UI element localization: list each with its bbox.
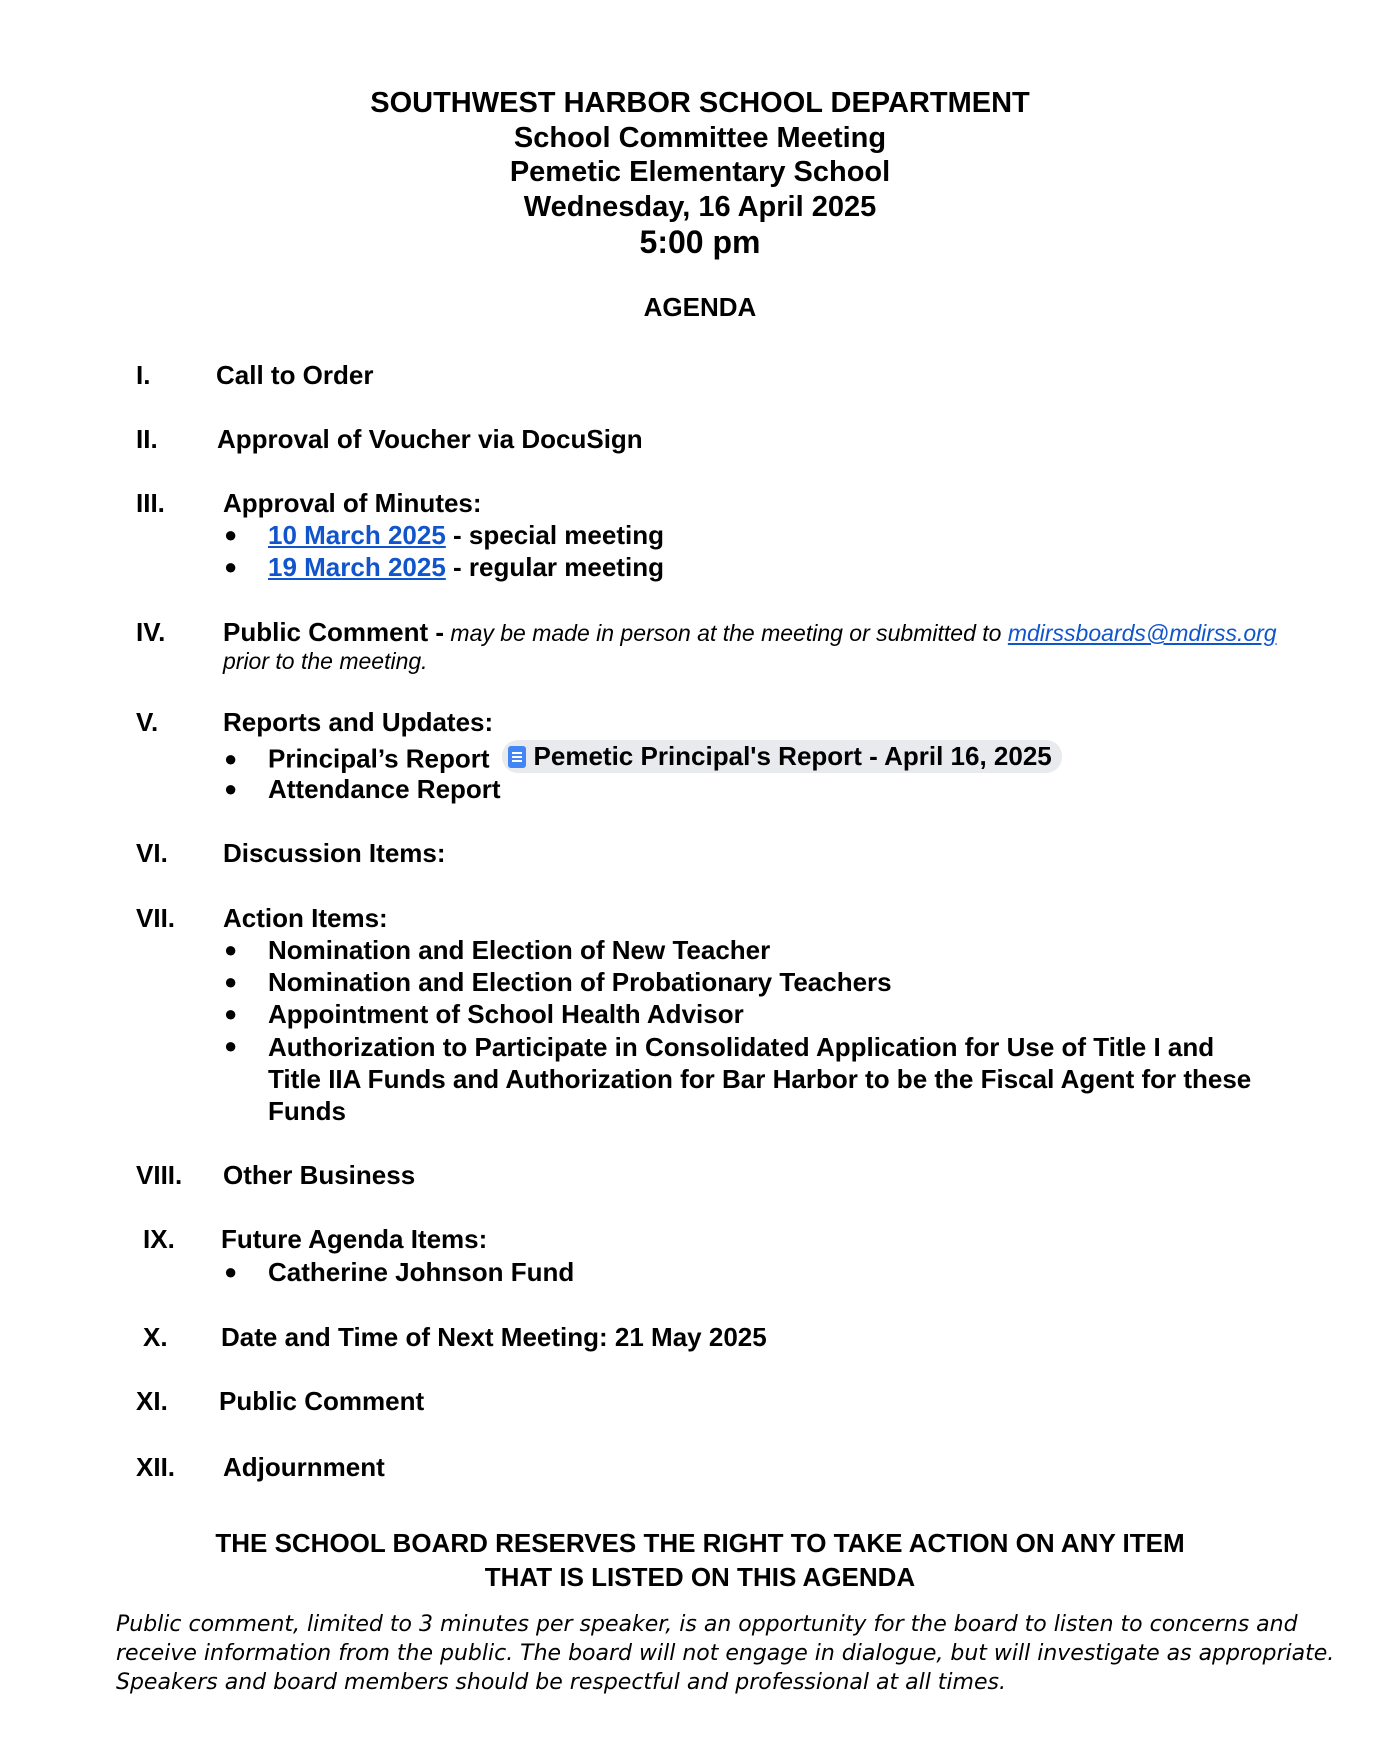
item-number-ix: IX. (143, 1224, 175, 1254)
principals-report: Principal’s Report (268, 743, 490, 774)
item-approval-voucher: Approval of Voucher via DocuSign (217, 424, 643, 454)
public-comment-label: Public Comment - (223, 617, 445, 647)
item-number-iii: III. (136, 488, 165, 518)
list-item (224, 740, 1062, 775)
list-item (224, 552, 664, 583)
bullet: ● (224, 937, 238, 962)
item-action-items: Action Items: (223, 903, 388, 933)
minutes-desc: - regular meeting (445, 552, 664, 582)
email-link[interactable]: mdirssboards@mdirss.org (1007, 620, 1277, 646)
action-probationary: Nomination and Election of Probationary Teachers (268, 967, 892, 997)
meeting-location: Pemetic Elementary School (509, 156, 891, 188)
list-item (224, 999, 744, 1030)
action-new-teacher: Nomination and Election of New Teacher (268, 935, 771, 965)
bullet: ● (224, 969, 238, 994)
item-public-comment-2: Public Comment (219, 1386, 425, 1416)
item-number-i: I. (136, 360, 151, 390)
list-item (224, 1257, 574, 1288)
list-item (224, 520, 664, 551)
notice-line-1: THE SCHOOL BOARD RESERVES THE RIGHT TO TAKE ACTION ON ANY ITEM (215, 1528, 1185, 1558)
document-header (0, 86, 1400, 260)
minutes-link-march-19[interactable]: 19 March 2025 (268, 552, 446, 582)
list-item (224, 774, 501, 805)
item-number-viii: VIII. (136, 1160, 183, 1190)
item-number-iv: IV. (136, 617, 166, 647)
bullet: ● (224, 522, 238, 547)
list-item (224, 935, 770, 966)
item-reports-updates: Reports and Updates: (223, 707, 494, 737)
bullet: ● (224, 1001, 238, 1026)
reserves-right-notice (0, 1526, 1400, 1594)
item-number-x: X. (143, 1322, 168, 1352)
minutes-desc: - special meeting (445, 520, 664, 550)
public-comment-note: may be made in person at the meeting or submitted to (444, 620, 1008, 646)
item-number-ii: II. (136, 424, 158, 454)
item-other-business: Other Business (223, 1160, 416, 1190)
item-public-comment (223, 617, 1277, 648)
bullet: ● (224, 776, 238, 801)
agenda-title: AGENDA (643, 292, 757, 322)
action-authorization: Authorization to Participate in Consolidated Application for Use of Title I and Title IIA Funds and Authorization for Bar Harbor to be the Fiscal Agent for these Funds (268, 1032, 1252, 1126)
document-chip[interactable] (502, 740, 1062, 773)
item-number-xii: XII. (136, 1452, 176, 1482)
item-number-v: V. (136, 707, 159, 737)
list-item (224, 967, 892, 998)
department-name: SOUTHWEST HARBOR SCHOOL DEPARTMENT (370, 87, 1030, 119)
item-number-vi: VI. (136, 838, 168, 868)
document-icon (508, 746, 526, 768)
meeting-date: Wednesday, 16 April 2025 (523, 190, 877, 223)
bullet: ● (224, 1033, 238, 1058)
item-number-xi: XI. (136, 1386, 168, 1416)
notice-line-2: THAT IS LISTED ON THIS AGENDA (484, 1562, 916, 1592)
bullet: ● (224, 745, 238, 771)
future-catherine-johnson: Catherine Johnson Fund (268, 1257, 575, 1287)
document-chip-label: Pemetic Principal's Report - April 16, 2025 (533, 741, 1052, 771)
bullet: ● (224, 554, 238, 579)
item-discussion: Discussion Items: (223, 838, 446, 868)
minutes-link-march-10[interactable]: 10 March 2025 (268, 520, 446, 550)
meeting-time: 5:00 pm (639, 224, 761, 260)
public-comment-footer: Public comment, limited to 3 minutes per speaker, is an opportunity for the board to listen to concerns and receive information from the public. The board will not engage in dialogue, but will investigate as appropriate. Speakers and board members should be respectful and professional at all times. (116, 1612, 1335, 1695)
item-adjournment: Adjournment (223, 1452, 385, 1482)
item-next-meeting: Date and Time of Next Meeting: 21 May 2025 (221, 1322, 767, 1352)
action-health-advisor: Appointment of School Health Advisor (268, 999, 744, 1029)
public-comment-note-cont: prior to the meeting. (223, 648, 428, 674)
item-number-vii: VII. (136, 903, 176, 933)
attendance-report: Attendance Report (268, 774, 501, 804)
item-approval-minutes: Approval of Minutes: (223, 488, 482, 518)
bullet: ● (224, 1259, 238, 1284)
item-call-to-order: Call to Order (216, 360, 374, 390)
item-future-agenda: Future Agenda Items: (221, 1224, 488, 1254)
meeting-type: School Committee Meeting (513, 121, 887, 154)
